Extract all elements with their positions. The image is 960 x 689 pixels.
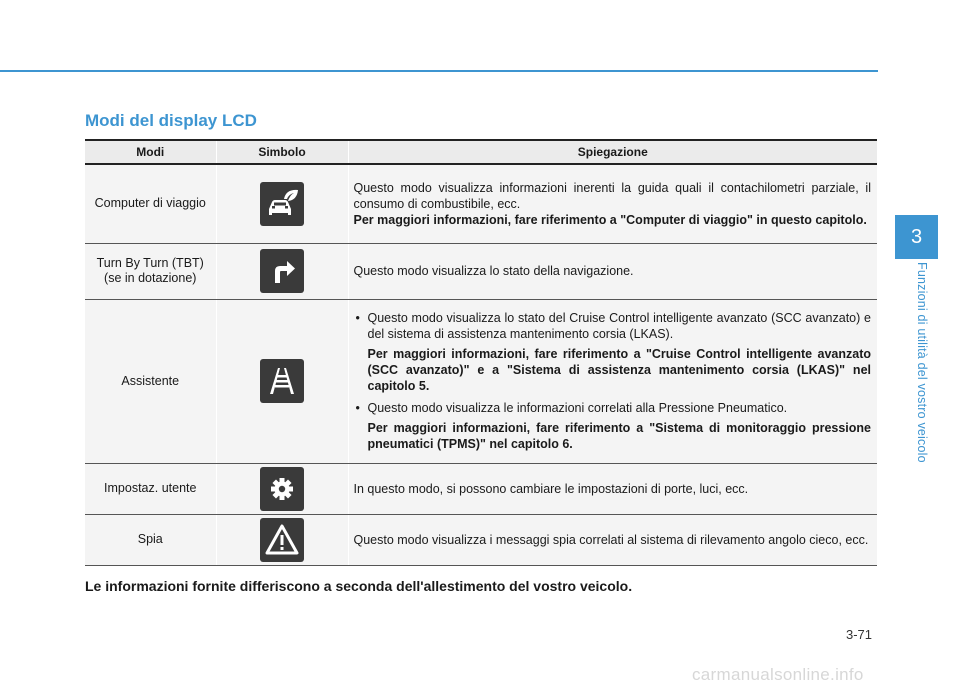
list-item xyxy=(354,400,872,452)
symbol-cell xyxy=(216,463,348,514)
header-simbolo: Simbolo xyxy=(216,140,348,164)
table-row xyxy=(85,164,877,243)
header-spiegazione: Spiegazione xyxy=(348,140,877,164)
bullet-text: Questo modo visualizza le informazioni correlati alla Pressione Pneumatico. xyxy=(367,401,788,415)
table-row xyxy=(85,299,877,463)
symbol-cell xyxy=(216,299,348,463)
table-row xyxy=(85,243,877,299)
explanation-text: In questo modo, si possono cambiare le impostazioni di porte, luci, ecc. xyxy=(353,481,749,496)
symbol-cell xyxy=(216,514,348,565)
chapter-tab: 3 xyxy=(895,215,938,259)
explanation-cell xyxy=(348,164,877,243)
mode-name xyxy=(85,243,216,299)
symbol-cell xyxy=(216,164,348,243)
header-modi: Modi xyxy=(85,140,216,164)
mode-name-line2: (se in dotazione) xyxy=(104,271,197,285)
list-item xyxy=(354,310,872,394)
table-header-row xyxy=(85,140,877,164)
reference-note: Per maggiori informazioni, fare riferimento a "Cruise Control intelligente avanzato (SCC avanzato)" e a "Sistema di assistenza mantenimento corsia (LKAS)" nel capitolo 5. xyxy=(367,347,871,393)
symbol-cell xyxy=(216,243,348,299)
table-row xyxy=(85,463,877,514)
watermark: carmanualsonline.info xyxy=(692,665,864,684)
table-row xyxy=(85,514,877,565)
explanation-text: Questo modo visualizza i messaggi spia correlati al sistema di rilevamento angolo cieco, ecc. xyxy=(353,532,869,547)
explanation-list xyxy=(354,310,872,452)
warning-triangle-icon xyxy=(260,518,304,562)
footnote: Le informazioni fornite differiscono a seconda dell'allestimento del vostro veicolo. xyxy=(85,578,633,594)
trip-computer-icon xyxy=(260,182,304,226)
gear-icon xyxy=(260,467,304,511)
turn-arrow-icon xyxy=(260,249,304,293)
lcd-modes-table xyxy=(85,139,877,566)
explanation-cell xyxy=(348,463,877,514)
section-title: Modi del display LCD xyxy=(85,111,257,130)
explanation-text: Questo modo visualizza informazioni inerenti la guida quali il contachilometri parziale, il consumo di combustibile, ecc. xyxy=(353,180,871,211)
mode-name: Spia xyxy=(85,514,216,565)
reference-note: Per maggiori informazioni, fare riferimento a "Sistema di monitoraggio pressione pneumatici (TPMS)" nel capitolo 6. xyxy=(367,421,871,451)
mode-name-line1: Turn By Turn (TBT) xyxy=(96,256,204,270)
bullet-text: Questo modo visualizza lo stato del Cruise Control intelligente avanzato (SCC avanzato) e del sistema di assistenza mantenimento corsia (LKAS). xyxy=(367,311,871,341)
explanation-cell xyxy=(348,514,877,565)
top-rule xyxy=(0,70,878,72)
reference-note: Per maggiori informazioni, fare riferimento a "Computer di viaggio" in questo capitolo. xyxy=(353,212,867,227)
mode-name: Impostaz. utente xyxy=(85,463,216,514)
chapter-title: Funzioni di utilità del vostro veicolo xyxy=(915,262,929,463)
page-number: 3-71 xyxy=(846,627,873,642)
explanation-cell xyxy=(348,243,877,299)
mode-name: Computer di viaggio xyxy=(85,164,216,243)
explanation-text: Questo modo visualizza lo stato della navigazione. xyxy=(353,264,634,278)
explanation-cell xyxy=(348,299,877,463)
mode-name: Assistente xyxy=(85,299,216,463)
lane-assist-icon xyxy=(260,359,304,403)
